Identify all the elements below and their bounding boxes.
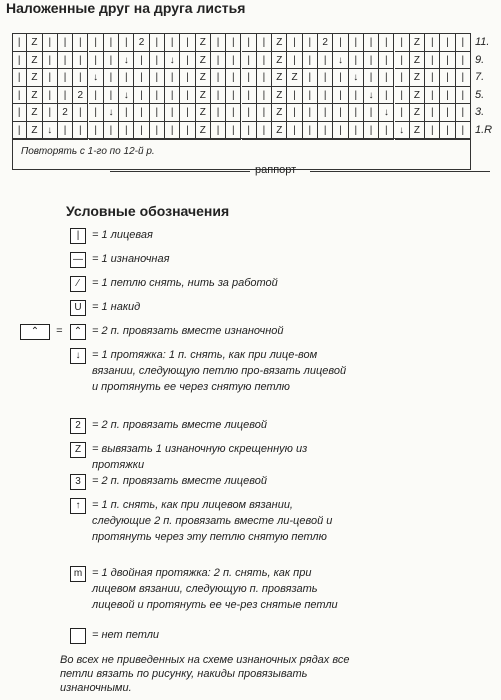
chart-cell: | <box>226 104 241 122</box>
chart-cell: Z <box>410 34 425 52</box>
rapport-line-right <box>310 171 490 172</box>
legend-text: = 1 п. снять, как при лицевом вязании, следующие 2 п. провязать вместе ли-цевой и протянуть через эту петлю снятую петлю <box>92 499 333 543</box>
legend-text: = 1 протяжка: 1 п. снять, как при лице-вом вязании, следующую петлю про-вязать лицевой и протянуть ее через снятую петлю <box>92 349 347 393</box>
chart-cell: | <box>180 122 195 140</box>
chart-cell: | <box>43 104 58 122</box>
chart-cell: | <box>349 52 364 70</box>
chart-cell: | <box>425 52 440 70</box>
chart-cell: | <box>440 34 455 52</box>
chart-cell: ↓ <box>364 87 379 105</box>
chart-cell: | <box>456 52 471 70</box>
rapport-label: раппорт <box>255 164 297 176</box>
chart-cell: | <box>333 69 348 87</box>
chart-cell: 2 <box>58 104 73 122</box>
chart-cell: | <box>89 104 104 122</box>
chart-cell: | <box>456 69 471 87</box>
chart-cell: | <box>303 87 318 105</box>
chart-cell: Z <box>272 122 287 140</box>
chart-cell: | <box>104 52 119 70</box>
row-label: 9. <box>475 53 485 66</box>
legend-symbol-alt: ⌃ <box>20 324 50 340</box>
row-label: 7. <box>475 71 485 84</box>
legend-text: = 2 п. провязать вместе лицевой <box>92 475 267 487</box>
legend-text: = 2 п. провязать вместе изнаночной <box>92 325 284 337</box>
chart-cell: | <box>43 69 58 87</box>
chart-cell: | <box>73 104 88 122</box>
chart-cell: | <box>395 52 410 70</box>
chart-cell: ↓ <box>333 52 348 70</box>
chart-cell: ↓ <box>119 52 134 70</box>
chart-cell: 2 <box>134 34 149 52</box>
chart-cell: | <box>242 104 257 122</box>
chart-cell: | <box>134 87 149 105</box>
chart-cell: | <box>257 87 272 105</box>
chart-cell: | <box>73 122 88 140</box>
chart-cell: ↓ <box>395 122 410 140</box>
chart-cell: | <box>395 87 410 105</box>
legend-symbol: Z <box>70 442 86 458</box>
chart-cell: | <box>287 52 302 70</box>
chart-cell: | <box>150 122 165 140</box>
chart-cell: | <box>349 122 364 140</box>
chart-cell: Z <box>287 69 302 87</box>
chart-cell: 2 <box>318 34 333 52</box>
chart-cell: | <box>89 87 104 105</box>
chart-cell: ↓ <box>119 87 134 105</box>
chart-cell: | <box>58 52 73 70</box>
chart-cell: | <box>364 122 379 140</box>
legend-title: Условные обозначения <box>66 203 230 219</box>
chart-cell: | <box>395 69 410 87</box>
chart-cell: Z <box>272 104 287 122</box>
chart-cell: | <box>211 52 226 70</box>
chart-cell: | <box>180 104 195 122</box>
chart-cell: | <box>165 69 180 87</box>
legend-text: = нет петли <box>92 629 160 641</box>
chart-cell: | <box>211 69 226 87</box>
chart-cell: | <box>333 34 348 52</box>
chart-cell: ↓ <box>379 104 394 122</box>
chart-cell: | <box>318 52 333 70</box>
chart-cell: | <box>425 122 440 140</box>
legend-text: = 1 лицевая <box>92 229 153 241</box>
chart-cell: | <box>134 104 149 122</box>
chart-cell: | <box>150 87 165 105</box>
chart-cell: | <box>242 122 257 140</box>
chart-cell: | <box>303 52 318 70</box>
chart-cell: ↓ <box>43 122 58 140</box>
chart-cell: | <box>12 69 27 87</box>
chart-cell: | <box>150 52 165 70</box>
footer-note: Во всех не приведенных на схеме изнаночных рядах все петли вязать по рисунку, накиды провязывать изнаночными. <box>60 654 350 694</box>
chart-cell: | <box>104 122 119 140</box>
chart-cell: | <box>287 34 302 52</box>
chart-cell: | <box>211 34 226 52</box>
chart-cell: | <box>242 87 257 105</box>
chart-cell: | <box>150 69 165 87</box>
chart-cell: | <box>58 34 73 52</box>
chart-cell: | <box>333 104 348 122</box>
chart-cell: | <box>318 69 333 87</box>
chart-cell: Z <box>410 122 425 140</box>
chart-cell: | <box>43 87 58 105</box>
chart-cell: | <box>425 34 440 52</box>
chart-cell: | <box>165 34 180 52</box>
chart-cell: | <box>456 87 471 105</box>
legend-symbol: 2 <box>70 418 86 434</box>
chart-cell: | <box>165 122 180 140</box>
chart-cell: Z <box>272 87 287 105</box>
chart-cell: | <box>43 34 58 52</box>
chart-cell: | <box>119 69 134 87</box>
chart-cell: | <box>150 34 165 52</box>
chart-cell: Z <box>27 122 42 140</box>
chart-cell: | <box>165 87 180 105</box>
chart-cell: | <box>12 52 27 70</box>
chart-cell: | <box>226 87 241 105</box>
chart-cell: Z <box>272 69 287 87</box>
chart-cell: | <box>379 69 394 87</box>
chart-cell: | <box>318 122 333 140</box>
chart-cell: | <box>318 87 333 105</box>
chart-cell: | <box>425 69 440 87</box>
row-label: 3. <box>475 106 485 119</box>
chart-cell: | <box>257 122 272 140</box>
legend-symbol: ⌃ <box>70 324 86 340</box>
legend-symbol: ↓ <box>70 348 86 364</box>
chart-cell: | <box>257 52 272 70</box>
legend-symbol: 3 <box>70 474 86 490</box>
chart-cell: | <box>379 122 394 140</box>
chart-cell: | <box>119 34 134 52</box>
chart-cell: | <box>12 34 27 52</box>
chart-cell: | <box>89 52 104 70</box>
chart-cell: | <box>440 122 455 140</box>
chart-cell: Z <box>27 52 42 70</box>
chart-cell: | <box>425 87 440 105</box>
chart-cell: | <box>257 69 272 87</box>
page-title: Наложенные друг на друга листья <box>6 0 246 16</box>
chart-cell: | <box>211 104 226 122</box>
legend-text: = 1 двойная протяжка: 2 п. снять, как при лицевом вязании, следующую п. провязать лицевой и протянуть ее че-рез снятые петли <box>92 567 338 611</box>
chart-cell: | <box>379 34 394 52</box>
rapport-line-left <box>110 171 250 172</box>
chart-cell: | <box>440 69 455 87</box>
chart-cell: | <box>456 34 471 52</box>
chart-cell: Z <box>27 69 42 87</box>
chart-cell: | <box>180 52 195 70</box>
chart-cell: | <box>395 104 410 122</box>
chart-cell: | <box>58 122 73 140</box>
chart-cell: | <box>242 34 257 52</box>
chart-cell: | <box>134 69 149 87</box>
repeat-note-text: Повторять с 1-го по 12-й р. <box>21 146 155 157</box>
chart-cell: | <box>303 122 318 140</box>
chart-cell: Z <box>196 122 211 140</box>
chart-cell: | <box>58 69 73 87</box>
chart-cell: Z <box>27 34 42 52</box>
legend-text: = 1 петлю снять, нить за работой <box>92 277 278 289</box>
legend-symbol: ↑ <box>70 498 86 514</box>
chart-cell: | <box>287 104 302 122</box>
chart-cell: ↓ <box>104 104 119 122</box>
chart-cell: | <box>349 87 364 105</box>
chart-cell: | <box>104 34 119 52</box>
chart-cell: | <box>226 34 241 52</box>
legend-symbol: — <box>70 252 86 268</box>
chart-cell: Z <box>410 104 425 122</box>
legend-text: = 1 изнаночная <box>92 253 170 265</box>
legend-text: = 2 п. провязать вместе лицевой <box>92 419 267 431</box>
chart-cell: | <box>440 104 455 122</box>
chart-cell: | <box>73 34 88 52</box>
chart-cell: | <box>333 87 348 105</box>
chart-cell: | <box>226 122 241 140</box>
chart-cell: | <box>364 104 379 122</box>
chart-cell: | <box>73 52 88 70</box>
chart-cell: Z <box>410 52 425 70</box>
chart-cell: | <box>165 104 180 122</box>
chart-cell: Z <box>272 34 287 52</box>
chart-cell: | <box>119 122 134 140</box>
chart-cell: | <box>12 122 27 140</box>
legend-symbol: ⁄ <box>70 276 86 292</box>
legend-symbol: m <box>70 566 86 582</box>
chart-cell: Z <box>272 52 287 70</box>
chart-cell: | <box>425 104 440 122</box>
chart-cell: | <box>287 87 302 105</box>
chart-cell: | <box>287 122 302 140</box>
legend-symbol: | <box>70 228 86 244</box>
chart-cell: | <box>318 104 333 122</box>
chart-cell: Z <box>27 104 42 122</box>
chart-cell: | <box>134 52 149 70</box>
chart-cell: | <box>379 52 394 70</box>
chart-cell: Z <box>196 104 211 122</box>
chart-cell: | <box>211 87 226 105</box>
chart-cell: | <box>364 52 379 70</box>
chart-cell: | <box>440 87 455 105</box>
chart-cell: | <box>150 104 165 122</box>
chart-cell: | <box>104 87 119 105</box>
legend-equals: = <box>56 325 63 337</box>
legend-symbol <box>70 628 86 644</box>
chart-cell: | <box>89 34 104 52</box>
chart-cell: Z <box>196 52 211 70</box>
chart-cell: | <box>73 69 88 87</box>
chart-cell: | <box>242 52 257 70</box>
row-label: 11. <box>475 36 490 48</box>
chart-cell: | <box>333 122 348 140</box>
chart-cell: | <box>395 34 410 52</box>
chart-cell: | <box>379 87 394 105</box>
legend-symbol: U <box>70 300 86 316</box>
legend-text: = вывязать 1 изнаночную скрещенную из протяжки <box>92 443 308 471</box>
chart-cell: | <box>242 69 257 87</box>
chart-cell: | <box>303 69 318 87</box>
chart-cell: | <box>456 104 471 122</box>
chart-cell: | <box>134 122 149 140</box>
chart-cell: | <box>257 104 272 122</box>
chart-cell: 2 <box>73 87 88 105</box>
chart-cell: Z <box>196 87 211 105</box>
chart-cell: Z <box>196 69 211 87</box>
chart-cell: | <box>89 122 104 140</box>
chart-cell: Z <box>27 87 42 105</box>
chart-cell: | <box>226 69 241 87</box>
chart-cell: ↓ <box>349 69 364 87</box>
chart-cell: | <box>349 34 364 52</box>
row-label: 1.R <box>475 124 493 136</box>
chart-cell: | <box>456 122 471 140</box>
chart-cell: | <box>180 34 195 52</box>
chart-cell: | <box>58 87 73 105</box>
chart-cell: | <box>104 69 119 87</box>
chart-cell: | <box>180 69 195 87</box>
chart-cell: | <box>43 52 58 70</box>
chart-cell: Z <box>410 69 425 87</box>
chart-cell: | <box>257 34 272 52</box>
row-label: 5. <box>475 88 485 101</box>
chart-cell: | <box>226 52 241 70</box>
chart-cell: | <box>12 104 27 122</box>
chart-cell: | <box>12 87 27 105</box>
rapport-marker <box>110 165 490 177</box>
chart-cell: | <box>349 104 364 122</box>
chart-cell: | <box>303 34 318 52</box>
chart-cell: ↓ <box>89 69 104 87</box>
chart-cell: | <box>364 69 379 87</box>
chart-cell: Z <box>196 34 211 52</box>
chart-cell: | <box>119 104 134 122</box>
chart-cell: | <box>180 87 195 105</box>
legend-text: = 1 накид <box>92 301 141 313</box>
chart-cell: ↓ <box>165 52 180 70</box>
chart-cell: Z <box>410 87 425 105</box>
chart-cell: | <box>211 122 226 140</box>
chart-cell: | <box>303 104 318 122</box>
chart-cell: | <box>440 52 455 70</box>
chart-cell: | <box>364 34 379 52</box>
